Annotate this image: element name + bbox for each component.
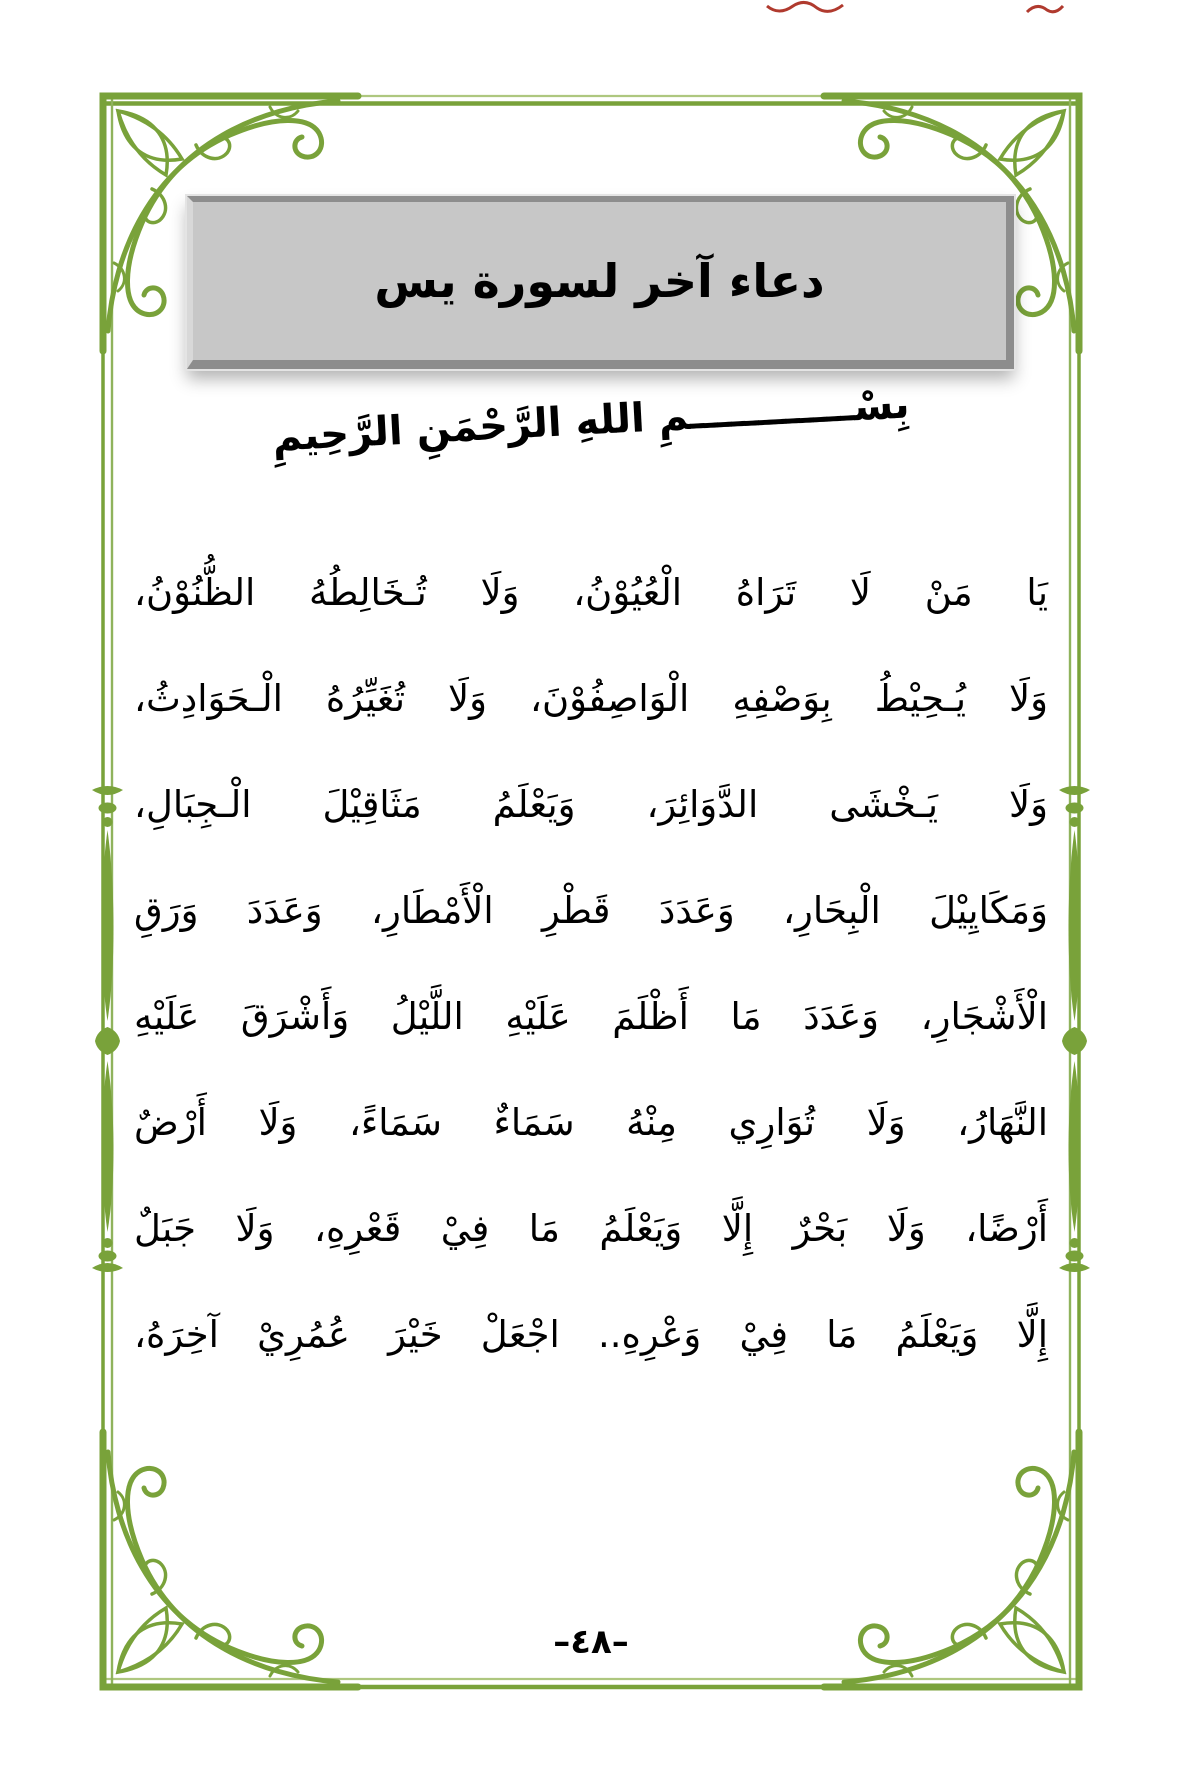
prayer-line: الْأَشْجَارِ، وَعَدَدَ مَا أَظْلَمَ عَلَيْهِ اللَّيْلُ وَأَشْرَقَ عَلَيْهِ xyxy=(134,995,1048,1038)
prayer-line: وَمَكَايِيْلَ الْبِحَارِ، وَعَدَدَ قَطْرِ الْأَمْطَارِ، وَعَدَدَ وَرَقِ xyxy=(134,889,1048,932)
page-number: –٤٨– xyxy=(553,1622,629,1662)
page-title: دعاء آخر لسورة يس xyxy=(374,254,825,308)
scan-artifact xyxy=(1025,2,1065,18)
prayer-line: أَرْضًا، وَلَا بَحْرٌ إِلَّا وَيَعْلَمُ مَا فِيْ قَعْرِهِ، وَلَا جَبَلٌ xyxy=(134,1207,1048,1250)
prayer-line: إِلَّا وَيَعْلَمُ مَا فِيْ وَعْرِهِ.. اجْعَلْ خَيْرَ عُمُرِيْ آخِرَهُ، xyxy=(134,1313,1048,1356)
prayer-text xyxy=(134,540,1048,1388)
scan-artifact xyxy=(765,0,845,20)
prayer-line: النَّهَارُ، وَلَا تُوَارِي مِنْهُ سَمَاءٌ سَمَاءً، وَلَا أَرْضٌ xyxy=(134,1101,1048,1144)
basmala-calligraphy: بِسْــــــــــــمِ اللهِ الرَّحْمَنِ الرَّحِيمِ xyxy=(271,381,911,461)
prayer-line: يَا مَنْ لَا تَرَاهُ الْعُيُوْنُ، وَلَا تُـخَالِطُهُ الظُّنُوْنُ، xyxy=(134,571,1048,614)
title-box xyxy=(187,196,1014,369)
prayer-line: وَلَا يَـخْشَى الدَّوَائِرَ، وَيَعْلَمُ مَثَاقِيْلَ الْـجِبَالِ، xyxy=(134,783,1048,826)
prayer-line: وَلَا يُـحِيْطُ بِوَصْفِهِ الْوَاصِفُوْنَ، وَلَا تُغَيِّرُهُ الْـحَوَادِثُ، xyxy=(134,677,1048,720)
